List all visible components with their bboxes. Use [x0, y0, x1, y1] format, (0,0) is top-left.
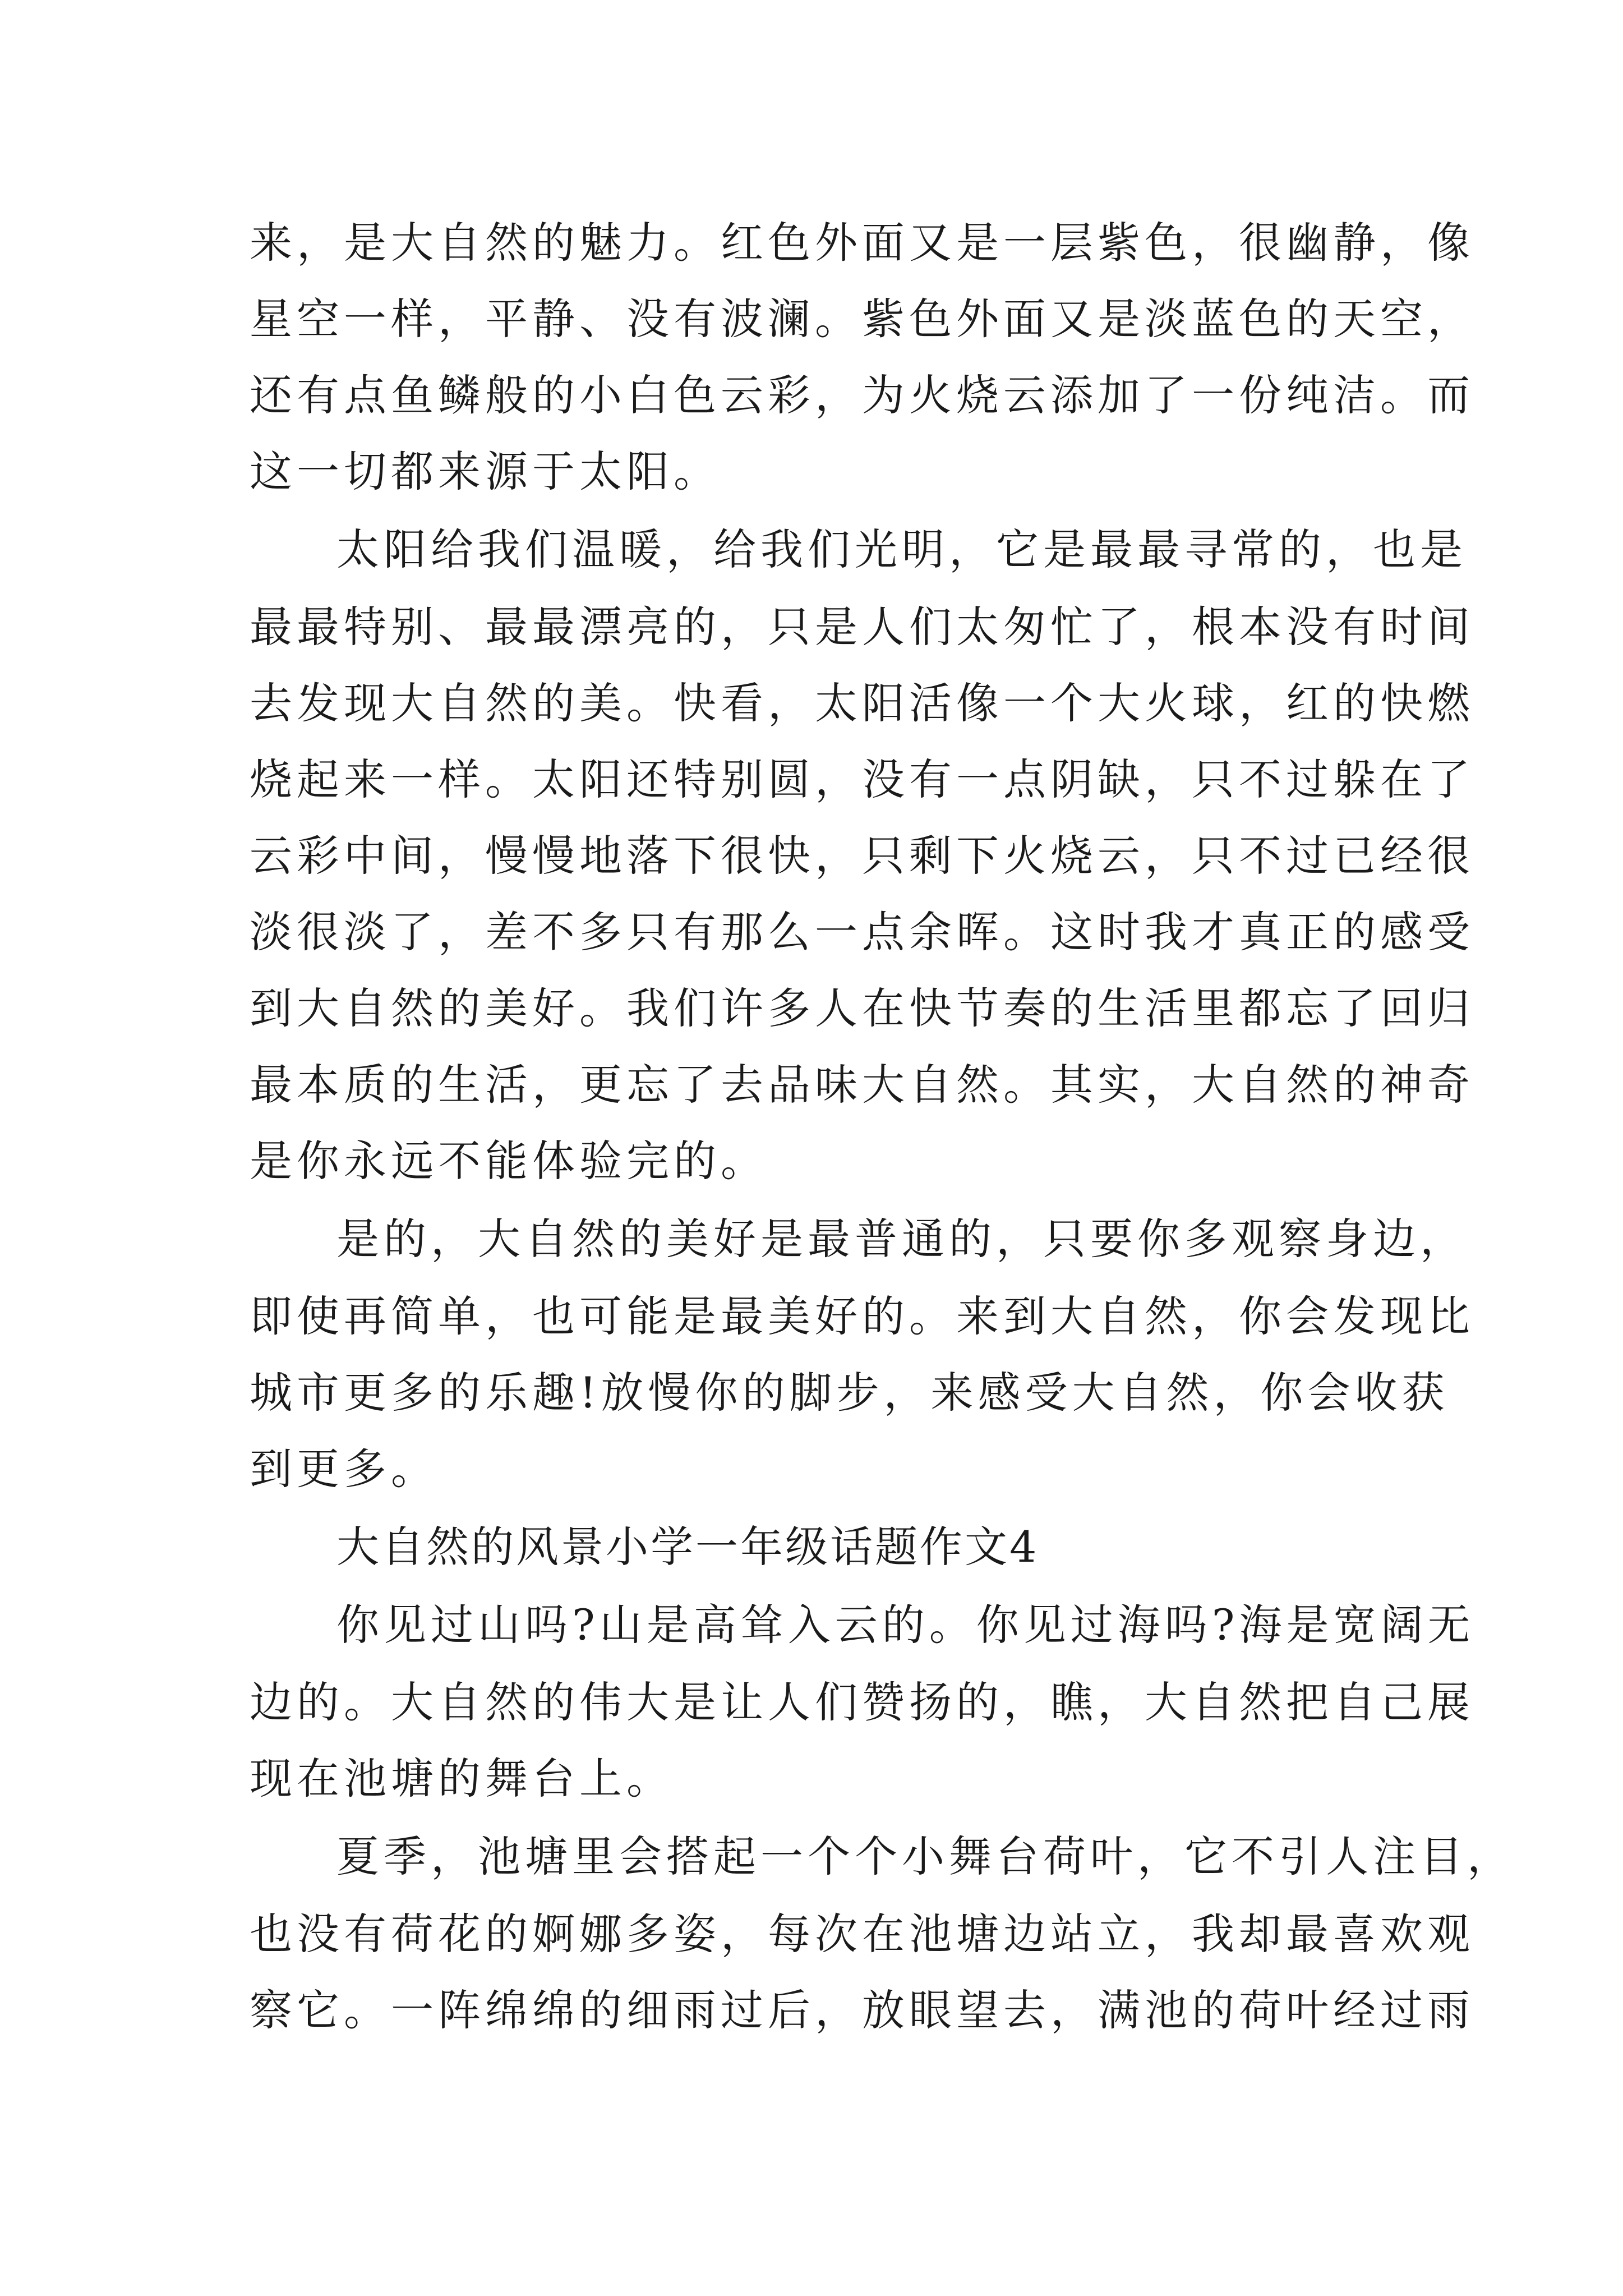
paragraph-first-line: 夏季，池塘里会搭起一个个小舞台荷叶，它不引人注目，: [336, 1832, 1514, 1881]
text-line: 淡很淡了，差不多只有那么一点余晖。这时我才真正的感受: [250, 907, 1474, 957]
text-line: 最最特别、最最漂亮的，只是人们太匆忙了，根本没有时间: [250, 602, 1474, 652]
text-line: 还有点鱼鳞般的小白色云彩，为火烧云添加了一份纯洁。而: [250, 370, 1474, 420]
text-line: 到更多。: [250, 1444, 438, 1494]
text-line: 城市更多的乐趣!放慢你的脚步，来感受大自然，你会收获: [250, 1368, 1449, 1418]
text-line: 烧起来一样。太阳还特别圆，没有一点阴缺，只不过躲在了: [250, 754, 1474, 804]
text-line: 也没有荷花的婀娜多姿，每次在池塘边站立，我却最喜欢观: [250, 1909, 1474, 1959]
text-line: 来，是大自然的魅力。红色外面又是一层紫色，很幽静，像: [250, 218, 1474, 268]
text-line: 最本质的生活，更忘了去品味大自然。其实，大自然的神奇: [250, 1060, 1474, 1110]
text-line: 云彩中间，慢慢地落下很快，只剩下火烧云，只不过已经很: [250, 831, 1474, 881]
paragraph-first-line: 太阳给我们温暖，给我们光明，它是最最寻常的，也是: [336, 524, 1467, 574]
paragraph-first-line: 是的，大自然的美好是最普通的，只要你多观察身边，: [336, 1214, 1467, 1264]
text-line: 到大自然的美好。我们许多人在快节奏的生活里都忘了回归: [250, 983, 1474, 1033]
text-line: 现在池塘的舞台上。: [250, 1754, 674, 1803]
text-line: 察它。一阵绵绵的细雨过后，放眼望去，满池的荷叶经过雨: [250, 1985, 1474, 2035]
text-line: 这一切都来源于太阳。: [250, 447, 721, 496]
text-line: 边的。大自然的伟大是让人们赞扬的，瞧，大自然把自己展: [250, 1677, 1474, 1727]
section-heading: 大自然的风景小学一年级话题作文4: [336, 1522, 1039, 1572]
text-line: 即使再简单，也可能是最美好的。来到大自然，你会发现比: [250, 1291, 1474, 1341]
paragraph-first-line: 你见过山吗?山是高耸入云的。你见过海吗?海是宽阔无: [336, 1600, 1475, 1650]
text-line: 星空一样，平静、没有波澜。紫色外面又是淡蓝色的天空，: [250, 294, 1474, 344]
text-line: 是你永远不能体验完的。: [250, 1136, 768, 1186]
text-line: 去发现大自然的美。快看，太阳活像一个大火球，红的快燃: [250, 678, 1474, 728]
